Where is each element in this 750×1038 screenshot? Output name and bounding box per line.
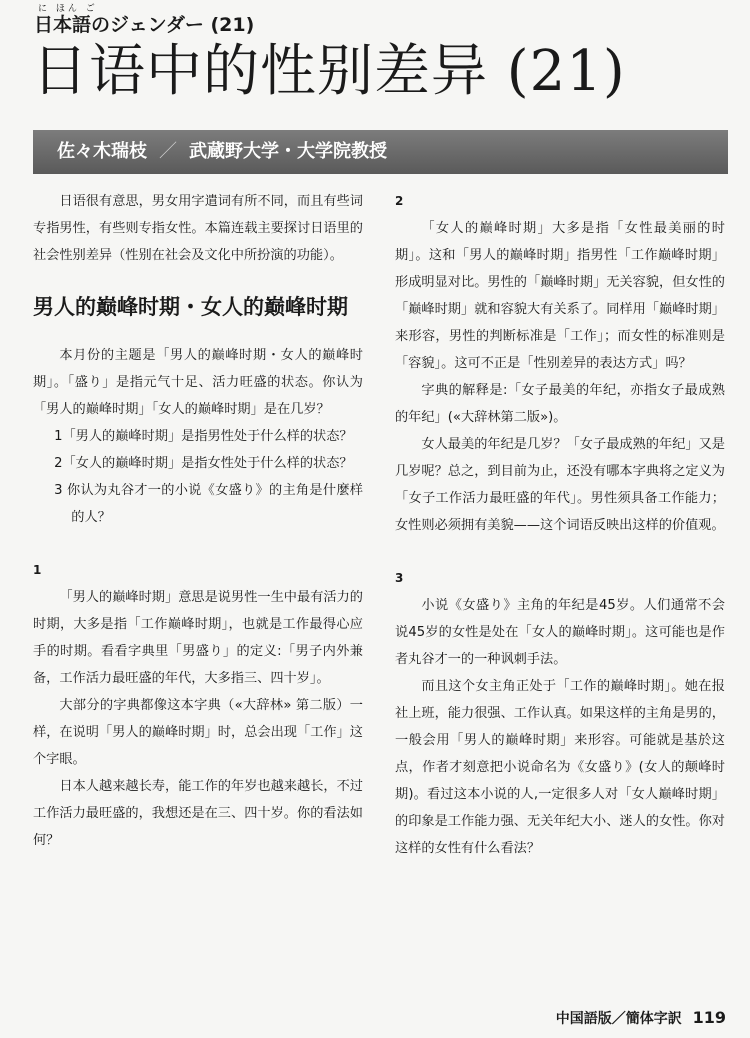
page-title: 日语中的性别差异 (21) [32,39,626,104]
author-separator: ／ [159,141,177,162]
theme-paragraph: 本月份的主题是「男人的巅峰时期・女人的巅峰时期」。「盛り」是指元气十足、活力旺盛的状态。你认为「男人的巅峰时期」「女人的巅峰时期」是在几岁？ [33,348,363,417]
author-affiliation: 武蔵野大学・大学院教授 [189,141,387,162]
section-1-paragraph-1: 「男人的巅峰时期」意思是说男性一生中最有活力的时期，大多是指「工作巅峰时期」，也就是工作最得心应手的时期。看看字典里「男盛り」的定义:「男子内外兼备，工作活力最旺盛的年代，大多指三、四十岁」。 [33,590,363,686]
page-footer [556,1008,726,1028]
section-2-number: 2 [395,194,404,208]
section-1-paragraph-3: 日本人越来越长寿，能工作的年岁也越来越长，不过工作活力最旺盛的，我想还是在三、四十岁。你的看法如何？ [33,779,363,848]
author-name: 佐々木瑞枝 [57,141,147,162]
section-heading: 男人的巅峰时期・女人的巅峰时期 [33,295,348,319]
author-bar [33,130,728,174]
series-title: 日本語のジェンダー (21) [34,14,255,36]
right-column [395,188,725,862]
question-2: 2「女人的巅峰时期」是指女性处于什么样的状态？ [54,456,353,471]
intro-paragraph: 日语很有意思，男女用字遣词有所不同，而且有些词专指男性，有些则专指女性。本篇连载主要探讨日语里的社会性别差异（性别在社会及文化中所扮演的功能）。 [33,194,363,263]
section-1-number: 1 [33,563,42,577]
section-1-paragraph-2: 大部分的字典都像这本字典（«大辞林» 第二版）一样，在说明「男人的巅峰时期」时，总会出现「工作」这个字眼。 [33,698,363,767]
section-3-paragraph-1: 小说《女盛り》主角的年纪是45岁。人们通常不会说45岁的女性是处在「女人的巅峰时期」。这可能也是作者丸谷才一的一种讽刺手法。 [395,598,725,667]
left-column [33,188,363,854]
section-3-paragraph-2: 而且这个女主角正处于「工作的巅峰时期」。她在报社上班，能力很强、工作认真。如果这样的主角是男的，一般会用「男人的巅峰时期」来形容。可能就是基於这点，作者才刻意把小说命名为《女盛り》(女人的颠峰时期)。看过这本小说的人,一定很多人对「女人巅峰时期」的印象是工作能力强、无关年纪大小、迷人的女性。你对这样的女性有什么看法？ [395,679,725,856]
section-3-number: 3 [395,571,404,585]
section-2-paragraph-1: 「女人的巅峰时期」大多是指「女性最美丽的时期」。这和「男人的巅峰时期」指男性「工作巅峰时期」形成明显对比。男性的「巅峰时期」无关容貌，但女性的「巅峰时期」就和容貌大有关系了。同样用「巅峰时期」来形容，男性的判断标准是「工作」；而女性的标准则是「容貌」。这可不正是「性别差异的表达方式」吗？ [395,221,725,371]
question-3: 3 你认为丸谷才一的小说《女盛り》的主角是什麼样的人？ [54,483,363,525]
section-2-paragraph-2: 字典的解释是:「女子最美的年纪，亦指女子最成熟的年纪」(«大辞林第二版»)。 [395,383,725,425]
furigana: に ほん ご [38,4,98,14]
section-2-paragraph-3: 女人最美的年纪是几岁？「女子最成熟的年纪」又是几岁呢？总之，到目前为止，还没有哪本字典将之定义为「女子工作活力最旺盛的年代」。男性须具备工作能力；女性则必须拥有美貌——这个词语反映出这样的价值观。 [395,437,725,533]
question-1: 1「男人的巅峰时期」是指男性处于什么样的状态？ [54,429,353,444]
page-number: 119 [692,1008,726,1027]
footer-label: 中国語版／簡体字訳 [555,1011,682,1027]
